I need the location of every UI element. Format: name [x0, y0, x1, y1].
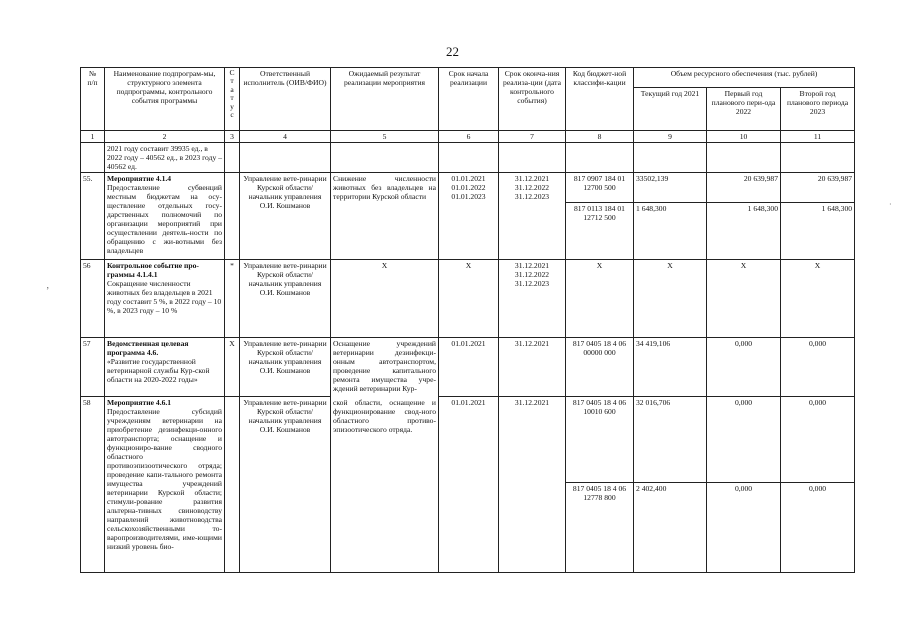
row58-desc: Предоставление субсидий учреждениям ветеринарии на приобретение дезинфекци-онного автотранспорта; оснащение и функциониро-вание сводного областного противоэпизоотического отряда; проведение капи-тального ремонта имущества учреждений ветеринарии Курской области; стимули-рование развития альтерна-тивных свиноводству направлений животноводства сельскохозяйственными то-варопроизводителями, име-ющими низкий уровень био- — [107, 407, 222, 551]
header-end: Срок оконча-ния реализа-ции (дата контрольного события) — [499, 68, 566, 131]
row58-code1: 817 0405 18 4 06 10010 600 — [566, 397, 634, 483]
table-row: 817 0113 184 01 12712 500 1 648,300 1 648,300 1 648,300 — [81, 203, 855, 260]
margin-mark: ’ — [46, 286, 50, 297]
page-number: 22 — [446, 44, 459, 59]
header-num: № п/п — [81, 68, 105, 131]
row58-responsible: Управление вете-ринарии Курской области/ начальник управления О.И. Кошманов — [240, 397, 331, 573]
header-responsible: Ответственный исполнитель (ОИВ/ФИО) — [240, 68, 331, 131]
header-current-year: Текущий год 2021 — [634, 88, 707, 131]
row58-result: ской области, оснащение и функционирование свод-ного областного противо-эпизоотического отряда. — [331, 397, 439, 573]
table-row: 817 0405 18 4 06 12778 800 2 402,400 0,000 0,000 — [81, 483, 855, 573]
row55-responsible: Управление вете-ринарии Курской области/ начальник управления О.И. Кошманов — [240, 173, 331, 260]
row55-result: Снижение численности животных без владельцев на территории Курской области — [331, 173, 439, 260]
row55-desc: Предоставление субвенций местным бюджетам на осу-ществление отдельных госу-дарственных полномочий по организации мероприятий при осуществлении деятель-ности по обращению с жи-вотными без владельцев — [107, 183, 222, 255]
row-cont-name: 2021 году составит 39935 ед., в 2022 году – 40562 ед., в 2023 году – 40562 ед. — [105, 143, 225, 173]
margin-mark: · — [889, 200, 892, 209]
row56-desc: Сокращение численности животных без владельцев в 2021 году составит 5 %, в 2022 году – 10 %, в 2023 году – 10 % — [107, 279, 222, 315]
row55-code1: 817 0907 184 01 12700 500 — [566, 173, 634, 203]
header-name: Наименование подпрограм-мы, структурного элемента подпрограммы, контрольного события программы — [105, 68, 225, 131]
row57-title: Ведомственная целевая программа 4.6. — [107, 339, 189, 357]
row56-responsible: Управление вете-ринарии Курской области/ начальник управления О.И. Кошманов — [240, 260, 331, 338]
row57-code: 817 0405 18 4 06 00000 000 — [566, 338, 634, 397]
column-numbers-row: 1 2 3 4 5 6 7 8 9 10 11 — [81, 131, 855, 143]
row58-code2: 817 0405 18 4 06 12778 800 — [566, 483, 634, 573]
header-result: Ожидаемый результат реализации мероприятия — [331, 68, 439, 131]
header-first-year: Первый год планового пери-ода 2022 — [707, 88, 781, 131]
header-start: Срок начала реализации — [439, 68, 499, 131]
table-row: 57 Ведомственная целевая программа 4.6. «Развитие государственной ветеринарной службы Кур-ской области на 2020-2022 годы» X Управление вете-ринарии Курской области/ начальник управления О.И. Кошманов Оснащение учреждений ветеринарии дезинфекци-онным автотранспортом, проведение капитального ремонта имущества учре-ждений ветеринарии Кур- 01.01.2021 31.12.2021 817 0405 18 4 06 00000 000 34 419,106 0,000 0,000 — [81, 338, 855, 397]
row55-title: Мероприятие 4.1.4 — [107, 174, 172, 183]
header-volume: Объем ресурсного обеспечения (тыс. рублей) — [634, 68, 855, 88]
table-row: 55. Мероприятие 4.1.4 Предоставление субвенций местным бюджетам на осу-ществление отдельных госу-дарственных полномочий по организации мероприятий при осуществлении деятель-ности по обращению с жи-вотными без владельцев Управление вете-ринарии Курской области/ начальник управления О.И. Кошманов Снижение численности животных без владельцев на территории Курской области 01.01.2021 01.01.2022 01.01.2023 31.12.2021 31.12.2022 31.12.2023 817 0907 184 01 12700 500 33502,139 20 639,987 20 639,987 — [81, 173, 855, 203]
header-code: Код бюджет-ной классифи-кации — [566, 68, 634, 131]
row56-title: Контрольное событие про-граммы 4.1.4.1 — [107, 261, 199, 279]
row58-title: Мероприятие 4.6.1 — [107, 398, 172, 407]
row55-code2: 817 0113 184 01 12712 500 — [566, 203, 634, 260]
table-row: 56 Контрольное событие про-граммы 4.1.4.1 Сокращение численности животных без владельцев в 2021 году составит 5 %, в 2022 году – 10 %, в 2023 году – 10 % * Управление вете-ринарии Курской области/ начальник управления О.И. Кошманов X X 31.12.2021 31.12.2022 31.12.2023 X X X X — [81, 260, 855, 338]
header-second-year: Второй год планового периода 2023 — [781, 88, 855, 131]
table-row: 58 Мероприятие 4.6.1 Предоставление субсидий учреждениям ветеринарии на приобретение дезинфекци-онного автотранспорта; оснащение и функциониро-вание сводного областного противоэпизоотического отряда; проведение капи-тального ремонта имущества учреждений ветеринарии Курской области; стимули-рование развития альтерна-тивных свиноводству направлений животноводства сельскохозяйственными то-варопроизводителями, име-ющими низкий уровень био- Управление вете-ринарии Курской области/ начальник управления О.И. Кошманов ской области, оснащение и функционирование свод-ного областного противо-эпизоотического отряда. 01.01.2021 31.12.2021 817 0405 18 4 06 10010 600 32 016,706 0,000 0,000 — [81, 397, 855, 483]
table-row — [81, 143, 855, 173]
header-status: С т а т у с — [225, 68, 240, 131]
row57-desc: «Развитие государственной ветеринарной службы Кур-ской области на 2020-2022 годы» — [107, 357, 210, 384]
row57-result: Оснащение учреждений ветеринарии дезинфекци-онным автотранспортом, проведение капитального ремонта имущества учре-ждений ветеринарии Кур- — [331, 338, 439, 397]
resource-table — [80, 67, 855, 573]
row57-responsible: Управление вете-ринарии Курской области/ начальник управления О.И. Кошманов — [240, 338, 331, 397]
